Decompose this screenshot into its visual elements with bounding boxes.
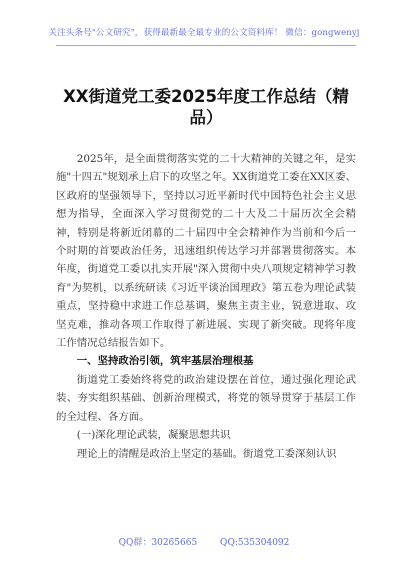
header-banner: 关注头条号"公文研究"，获得最新最全最专业的公文资料库！ 微信：gongwenyj — [48, 28, 360, 38]
section-1-paragraph: 街道党工委始终将党的政治建设摆在首位，通过强化理论武装、夯实组织基础、创新治理模式，将党的领导贯穿于基层工作的全过程、各方面。 — [56, 373, 356, 423]
subsection-heading-1: (一)深化理论武装，凝聚思想共识 — [76, 429, 231, 442]
intro-paragraph: 2025年，是全面贯彻落实党的二十大精神的关键之年，是实施"十四五"规划承上启下的攻坚之年。XX街道党工委在XX区委、区政府的坚强领导下，坚持以习近平新时代中国特色社会主义思想为指导，全面深入学习贯彻党的二十大及二十届历次全会精神，特别是将新近闭幕的二十届四中全会精神作为当前和今后一个时期的首要政治任务，迅速组织传达学习并部署贯彻落实。本年度，街道党工委以扎实开展"深入贯彻中央八项规定精神学习教育"为契机，以系统研读《习近平谈治国理政》第五卷为理论武装重点，坚持稳中求进工作总基调，聚焦主责主业，锐意进取、攻坚克难，推动各项工作取得了新进展、实现了新突破。现将年度工作情况总结报告如下。 — [56, 153, 356, 350]
section-heading-1: 一、坚持政治引领，筑牢基层治理根基 — [76, 355, 254, 368]
footer-contact: QQ群：30265665 QQ:535304092 — [118, 538, 290, 548]
document-body — [56, 150, 356, 463]
subsection-1-paragraph: 理论上的清醒是政治上坚定的基础。街道党工委深刻认识 — [76, 447, 337, 460]
header-divider — [56, 45, 356, 46]
document-title: XX街道党工委2025年度工作总结（精品） — [63, 87, 349, 127]
